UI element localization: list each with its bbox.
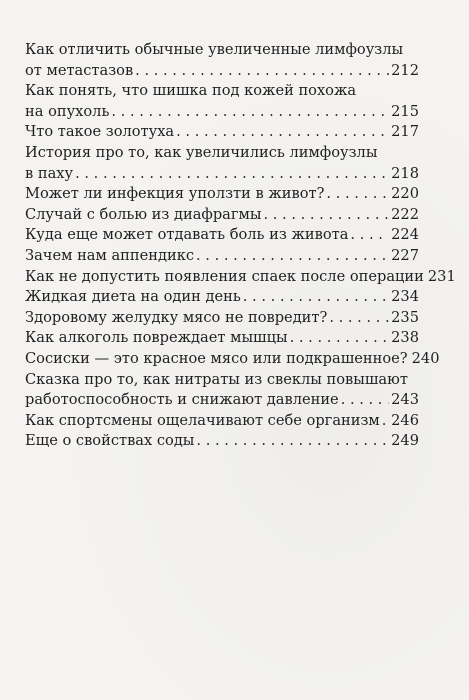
toc-entry-row — [25, 390, 419, 411]
toc-page-number: 218 — [391, 164, 419, 182]
toc-entry-row — [25, 205, 419, 226]
toc-entry-row — [25, 287, 419, 308]
toc-entry — [25, 40, 419, 81]
toc-entry-title-line: Жидкая диета на один день — [25, 288, 241, 306]
toc-entry-title-line: Как не допустить появления спаек после операции — [25, 267, 424, 285]
dot-leader — [350, 225, 389, 246]
toc-entry-title-line: от метастазов — [25, 61, 134, 79]
toc-entry — [25, 287, 419, 308]
toc-page-number: 235 — [391, 308, 419, 326]
toc-page-number: 222 — [391, 205, 419, 223]
toc-entry — [25, 81, 419, 122]
toc-entry — [25, 431, 419, 452]
dot-leader — [111, 102, 389, 123]
toc-entry-row — [25, 431, 419, 452]
toc-entry-title-line: Сосиски — это красное мясо или подкрашенное? — [25, 349, 408, 367]
toc-entry-row — [25, 267, 456, 288]
toc-entry-row — [25, 308, 419, 329]
toc-entry-row — [25, 102, 419, 123]
toc-entry-title-line: работоспособность и снижают давление — [25, 391, 339, 409]
toc-page-number: 249 — [391, 432, 419, 450]
toc-entry-row — [25, 246, 419, 267]
toc-page-number: 224 — [391, 226, 419, 244]
toc-entry-title-line: Куда еще может отдавать боль из живота — [25, 226, 349, 244]
dot-leader — [341, 390, 389, 411]
toc-entry-row — [25, 225, 419, 246]
dot-leader — [243, 287, 389, 308]
toc-entry — [25, 328, 419, 349]
toc-page-number: 227 — [391, 246, 419, 264]
toc-entry-title-line: Зачем нам аппендикс — [25, 246, 195, 264]
toc-page-number: 234 — [391, 288, 419, 306]
toc-entry-title-line: Как алкоголь повреждает мышцы — [25, 329, 288, 347]
toc-entry — [25, 349, 440, 370]
dot-leader — [290, 328, 390, 349]
toc-page-number: 243 — [391, 391, 419, 409]
dot-leader — [382, 411, 389, 432]
toc-entry-title-line: Здоровому желудку мясо не повредит? — [25, 308, 328, 326]
toc-entry — [25, 225, 419, 246]
toc-entry-row — [25, 184, 419, 205]
toc-page-number: 215 — [391, 102, 419, 120]
toc-entry-title-line: Еще о свойствах соды — [25, 432, 195, 450]
toc-entry-title-line: Что такое золотуха — [25, 123, 175, 141]
dot-leader — [264, 205, 390, 226]
toc-entry-row — [25, 328, 419, 349]
dot-leader — [326, 184, 389, 205]
toc-entry-row — [25, 349, 440, 370]
table-of-contents — [25, 40, 456, 452]
toc-entry — [25, 308, 419, 329]
toc-page-number: 246 — [391, 411, 419, 429]
toc-entry-title-line: Как отличить обычные увеличенные лимфоузлы — [25, 41, 404, 58]
toc-entry-row — [25, 61, 419, 82]
dot-leader — [135, 61, 389, 82]
toc-entry — [25, 370, 419, 411]
toc-page-number: 240 — [411, 349, 440, 367]
toc-entry-row — [25, 122, 419, 143]
toc-entry — [25, 122, 419, 143]
toc-entry — [25, 184, 419, 205]
toc-entry-title-line: в паху — [25, 164, 74, 182]
dot-leader — [176, 122, 389, 143]
toc-entry — [25, 205, 419, 226]
toc-entry-title-line: История про то, как увеличились лимфоузлы — [25, 143, 378, 161]
toc-entry-row — [25, 164, 419, 185]
toc-entry — [25, 411, 419, 432]
toc-entry-title-line: Сказка про то, как нитраты из свеклы повышают — [25, 370, 408, 388]
toc-page-number: 212 — [391, 61, 419, 79]
toc-entry-row — [25, 411, 419, 432]
toc-entry — [25, 143, 419, 184]
toc-page-number: 231 — [427, 267, 456, 285]
toc-entry-title-line: Как понять, что шишка под кожей похожа — [25, 82, 357, 100]
toc-page-number: 217 — [391, 123, 419, 141]
toc-entry — [25, 246, 419, 267]
toc-entry-title-line: на опухоль — [25, 102, 110, 120]
toc-entry-title-line: Как спортсмены ощелачивают себе организм — [25, 411, 380, 429]
toc-entry-title-line: Может ли инфекция уползти в живот? — [25, 185, 325, 203]
toc-page-number: 220 — [391, 185, 419, 203]
toc-page-number: 238 — [391, 329, 419, 347]
toc-entry-title-line: Случай с болью из диафрагмы — [25, 205, 262, 223]
dot-leader — [196, 246, 389, 267]
dot-leader — [329, 308, 389, 329]
dot-leader — [196, 431, 389, 452]
dot-leader — [75, 164, 389, 185]
toc-entry — [25, 267, 456, 288]
